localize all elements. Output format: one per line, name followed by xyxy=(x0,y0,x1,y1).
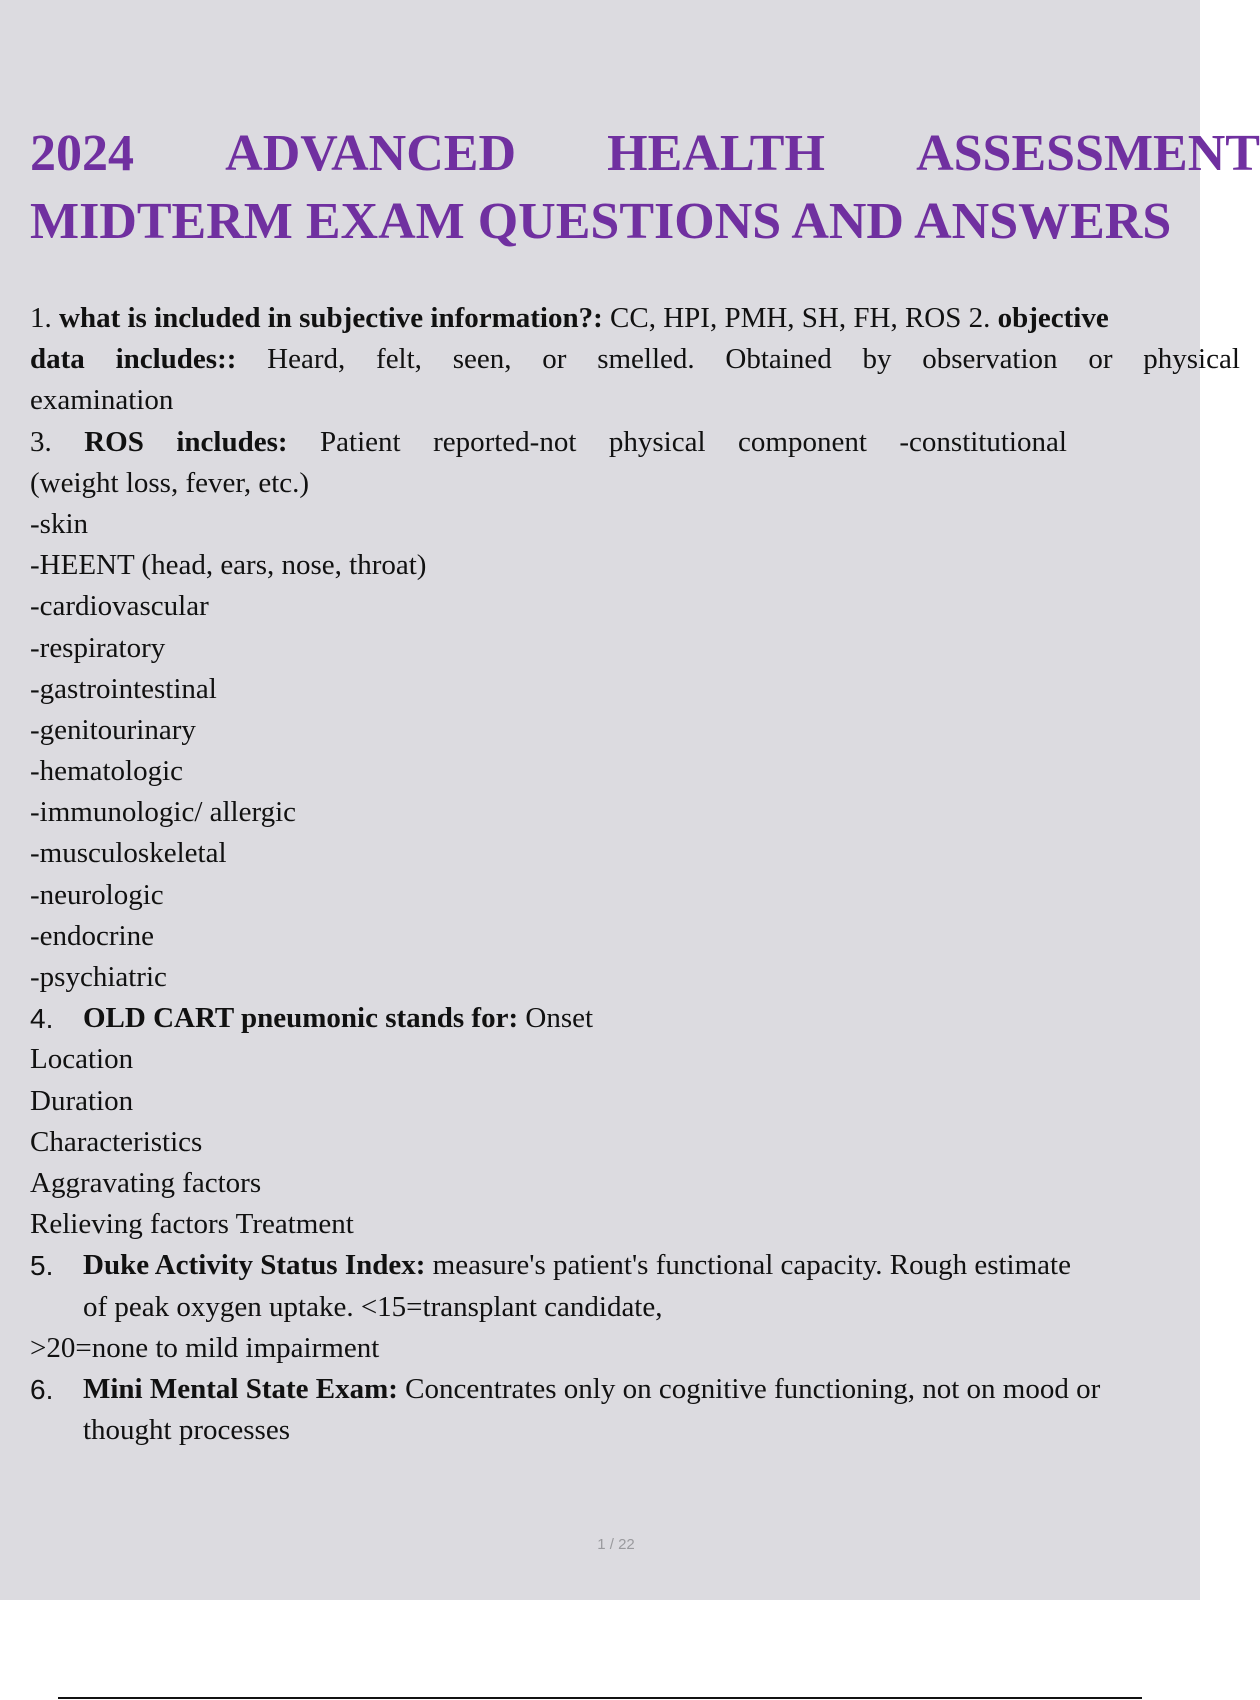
q5-answer: measure's patient's functional capacity. Rough estimate xyxy=(432,1249,1071,1282)
q6-question: Mini Mental State Exam: xyxy=(83,1372,398,1405)
q2-word: or xyxy=(1088,343,1113,376)
document-title-line-2: MIDTERM EXAM QUESTIONS AND ANSWERS xyxy=(30,193,1172,250)
list-item: -HEENT (head, ears, nose, throat) xyxy=(30,549,427,582)
list-item: Aggravating factors xyxy=(30,1166,262,1199)
q4-line xyxy=(30,998,1240,1039)
title-word: ADVANCED xyxy=(225,125,517,182)
q3-line xyxy=(30,422,1067,463)
q2-word: by xyxy=(862,343,892,376)
q3-word: physical xyxy=(608,425,706,458)
q3-answer-cont: (weight loss, fever, etc.) xyxy=(30,466,310,499)
q5-answer-cont: of peak oxygen uptake. <15=transplant candidate, xyxy=(83,1290,663,1323)
q3-word: includes: xyxy=(176,425,288,458)
list-item: -endocrine xyxy=(30,919,154,952)
q5-line xyxy=(30,1245,1240,1286)
q2-word: felt, xyxy=(376,343,422,376)
list-item: -musculoskeletal xyxy=(30,837,227,870)
q2-word: smelled. xyxy=(597,343,695,376)
q6-answer: Concentrates only on cognitive functioning, not on mood or xyxy=(405,1372,1101,1405)
list-item: Location xyxy=(30,1043,134,1076)
page-indicator: 1 / 22 xyxy=(597,1536,635,1553)
q6-answer-cont: thought processes xyxy=(83,1414,290,1447)
list-item: -skin xyxy=(30,507,88,540)
list-item: -immunologic/ allergic xyxy=(30,796,297,829)
q2-word: data xyxy=(30,343,85,376)
q2-word: observation xyxy=(922,343,1058,376)
q4-number: 4. xyxy=(30,1003,54,1035)
q3-word: reported-not xyxy=(433,425,577,458)
q5-answer-end: >20=none to mild impairment xyxy=(30,1331,380,1364)
list-item: -hematologic xyxy=(30,755,184,788)
q4-answer: Onset xyxy=(525,1002,594,1035)
title-word: HEALTH xyxy=(607,125,825,182)
q3-word: -constitutional xyxy=(899,425,1067,458)
list-item: Relieving factors Treatment xyxy=(30,1208,354,1241)
title-word: 2024 xyxy=(30,125,134,182)
title-word: ASSESSMENT xyxy=(916,125,1260,182)
q6-line xyxy=(30,1369,1240,1410)
q3-number: 3. xyxy=(30,425,52,458)
q2-number: 2. xyxy=(968,302,991,334)
q2-word: physical xyxy=(1143,343,1240,376)
next-page-divider xyxy=(58,1697,1142,1699)
list-item: Characteristics xyxy=(30,1125,203,1158)
q2-word: or xyxy=(542,343,567,376)
q2-question-start: objective xyxy=(997,302,1109,334)
q2-line xyxy=(30,339,1240,380)
q3-word: Patient xyxy=(320,425,401,458)
q6-number: 6. xyxy=(30,1373,54,1405)
list-item: -respiratory xyxy=(30,631,166,664)
q5-question: Duke Activity Status Index: xyxy=(83,1249,426,1282)
q1-line xyxy=(30,298,1240,339)
q4-question: OLD CART pneumonic stands for: xyxy=(83,1002,519,1035)
list-item: -psychiatric xyxy=(30,961,167,993)
list-item: -neurologic xyxy=(30,878,164,911)
document-body xyxy=(30,298,1240,1451)
list-item: -gastrointestinal xyxy=(30,672,217,705)
list-item: -cardiovascular xyxy=(30,590,209,623)
q2-word: Heard, xyxy=(267,343,346,376)
list-item: Duration xyxy=(30,1084,134,1117)
document-title-line-1 xyxy=(30,120,1260,188)
q2-answer-end: examination xyxy=(30,384,174,417)
q2-word: Obtained xyxy=(725,343,832,376)
q2-word: seen, xyxy=(452,343,512,376)
q1-answer: CC, HPI, PMH, SH, FH, ROS xyxy=(610,302,962,334)
q3-word: component xyxy=(738,425,867,458)
q5-number: 5. xyxy=(30,1250,54,1282)
q1-number: 1. xyxy=(30,302,52,334)
list-item: -genitourinary xyxy=(30,713,196,746)
q2-word: includes:: xyxy=(115,343,237,376)
q3-word: ROS xyxy=(84,425,144,458)
q1-question: what is included in subjective information?: xyxy=(59,302,603,334)
